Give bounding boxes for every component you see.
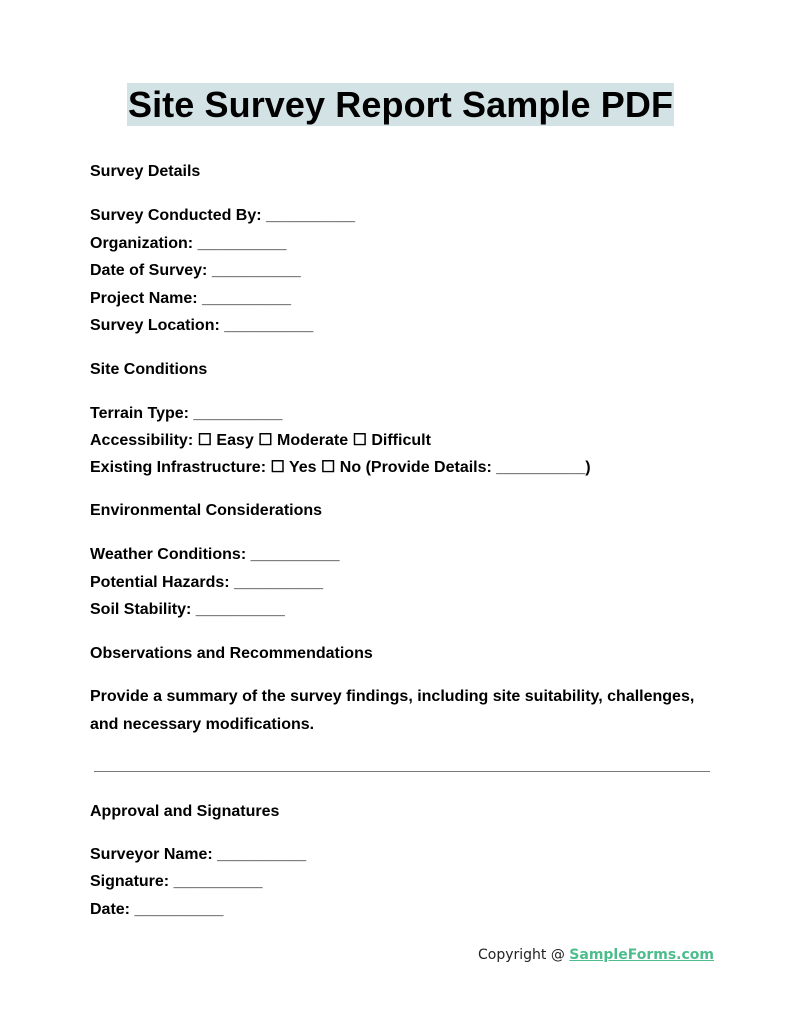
section-heading-environmental: Environmental Considerations: [90, 502, 323, 519]
field-signature: Signature: __________: [90, 873, 263, 890]
document-title: Site Survey Report Sample PDF: [127, 84, 674, 125]
field-survey-conducted-by: Survey Conducted By: __________: [90, 207, 356, 224]
observations-write-line: [94, 771, 710, 772]
sampleforms-link[interactable]: SampleForms.com: [569, 947, 714, 963]
section-heading-observations: Observations and Recommendations: [90, 645, 373, 662]
field-terrain-type: Terrain Type: __________: [90, 405, 283, 422]
section-heading-survey-details: Survey Details: [90, 163, 201, 180]
title-wrapper: [0, 83, 801, 126]
field-accessibility: Accessibility: ☐ Easy ☐ Moderate ☐ Difficult: [90, 432, 431, 449]
field-potential-hazards: Potential Hazards: __________: [90, 574, 324, 591]
field-project-name: Project Name: __________: [90, 290, 292, 307]
field-date-of-survey: Date of Survey: __________: [90, 262, 301, 279]
field-surveyor-name: Surveyor Name: __________: [90, 846, 307, 863]
field-approval-date: Date: __________: [90, 901, 224, 918]
field-soil-stability: Soil Stability: __________: [90, 601, 285, 618]
field-survey-location: Survey Location: __________: [90, 317, 314, 334]
copyright-footer: [478, 945, 714, 965]
observations-paragraph: Provide a summary of the survey findings, including site suitability, challenges, and necessary modifications.: [90, 688, 695, 733]
section-heading-site-conditions: Site Conditions: [90, 361, 208, 378]
field-weather-conditions: Weather Conditions: __________: [90, 546, 340, 563]
section-heading-approval: Approval and Signatures: [90, 803, 280, 820]
field-existing-infrastructure: Existing Infrastructure: ☐ Yes ☐ No (Provide Details: __________): [90, 459, 591, 476]
copyright-prefix: Copyright @: [477, 947, 570, 963]
field-organization: Organization: __________: [90, 235, 287, 252]
